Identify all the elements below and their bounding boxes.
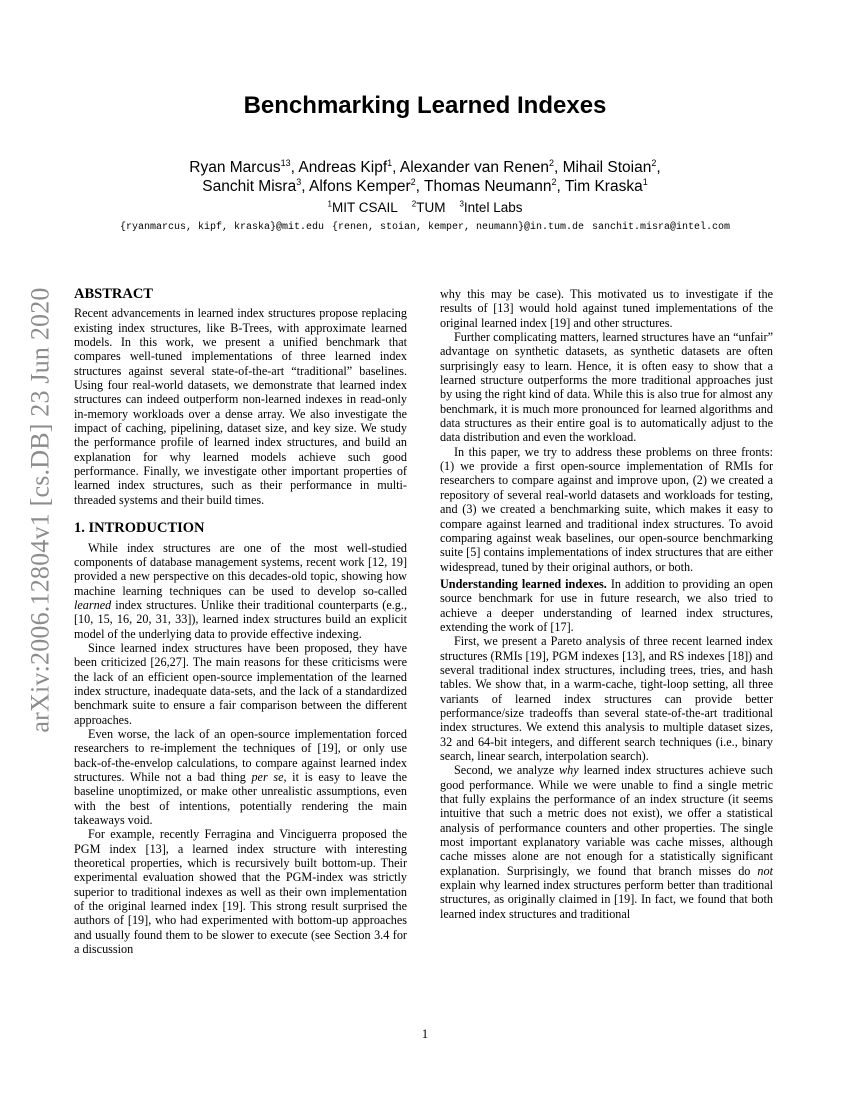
- text-run: index structures. Unlike their traditional counterparts (e.g., [10, 15, 16, 20, 31, 33]), learned index structures build an explicit model of the underlying data to provide effective indexing.: [74, 597, 407, 641]
- body-paragraph: Further complicating matters, learned structures have an “unfair” advantage on synthetic datasets, as synthetic datasets are often surprisingly easy to learn. Hence, it is often easy to show that a learned structure outperforms the more traditional approaches just by using the right kind of data. While this is also true for almost any benchmark, it is much more pronounced for learned algorithms and data structures as their entire goal is to automatically adjust to the data distribution and even the workload.: [440, 330, 773, 445]
- author-affiliation-mark: 2: [410, 176, 416, 187]
- affiliation-mark: 3: [459, 199, 464, 209]
- intro-paragraph: [74, 541, 407, 641]
- paper-title: Benchmarking Learned Indexes: [243, 92, 607, 119]
- affiliations: [0, 200, 850, 215]
- text-run: , it is easy to leave the baseline unoptimized, or make other unrealistic assumptions, even with the best of intentions, potentially rendering the main takeaways void.: [74, 770, 408, 828]
- email: {renen, stoian, kemper, neumann}@in.tum.de: [331, 222, 585, 233]
- author-affiliation-mark: 1: [642, 176, 648, 187]
- email: sanchit.misra@intel.com: [592, 222, 731, 233]
- author-name: Alfons Kemper: [308, 178, 411, 195]
- abstract-heading: ABSTRACT: [74, 286, 153, 302]
- arxiv-id: arXiv:2006.12804v1 [cs.DB] 23 Jun 2020: [26, 287, 56, 733]
- author-affiliation-mark: 3: [296, 176, 302, 187]
- author-affiliation-mark: 2: [548, 157, 554, 168]
- author-name: Mihail Stoian: [562, 159, 652, 176]
- body-paragraph: First, we present a Pareto analysis of three recent learned index structures (RMIs [19], PGM indexes [13], and RS indexes [18]) and several traditional index structures, including trees, tries, and hash tables. We show that, in a warm-cache, tight-loop setting, all three variants of learned index structures can provide better performance/size tradeoffs than several state-of-the-art traditional index structures. We extend this analysis to multiple dataset sizes, 32 and 64-bit integers, and different search techniques (i.e., binary search, linear search, interpolation search).: [440, 634, 773, 763]
- page-number: 1: [421, 1027, 429, 1041]
- left-column: [74, 287, 407, 956]
- arxiv-sidebar-stamp: [17, 275, 65, 745]
- author-affiliation-mark: 2: [551, 176, 557, 187]
- author-name: Tim Kraska: [564, 178, 643, 195]
- intro-paragraph: Since learned index structures have been proposed, they have been criticized [26,27]. The main reasons for these criticisms were the lack of an efficient open-source implementation of the learned index structure, inadequate data-sets, and the lack of a standardized benchmark suite to ensure a fair comparison between the different approaches.: [74, 640, 407, 727]
- author-line-2: Sanchit Misra$^3$, Alfons Kemper$^2$, Thomas Neumann$^2$, Tim Kraska$^1$: [202, 176, 648, 195]
- author-name: Alexander van Renen: [399, 159, 549, 176]
- text-run: In addition to providing an open source benchmark for use in future research, we also tried to achieve a deeper understanding of learned index structures, extending the work of [17].: [440, 576, 773, 634]
- body-paragraph: why this may be case). This motivated us to investigate if the results of [13] would hold against tuned implementations of the original learned index [19] and other structures.: [440, 287, 773, 330]
- author-affiliation-mark: 13: [280, 157, 291, 168]
- right-column: [440, 287, 773, 921]
- text-run: learned index structures achieve such good performance. While we were unable to find a single metric that fully explains the performance of an index structure (it seems intuitive that such a metric does not exist), we offer a statistical analysis of performance counters and other properties. The single most important explanatory variable was cache misses, although cache misses alone are not enough for a statistically significant explanation. Surprisingly, we found that branch misses do: [440, 763, 773, 878]
- author-name: Sanchit Misra: [202, 178, 297, 195]
- author-name: Andreas Kipf: [298, 159, 388, 176]
- emphasis-text: not: [757, 863, 773, 878]
- text-run: explain why learned index structures perform better than traditional structures, as originally claimed in [19]. In fact, we found that both learned index structures and traditional: [440, 878, 773, 921]
- affiliation-mark: 2: [411, 199, 417, 209]
- intro-paragraph: For example, recently Ferragina and Vinciguerra proposed the PGM index [13], a learned index structure with interesting theoretical properties, which is recursively built bottom-up. Their experimental evaluation showed that the PGM-index was strictly superior to traditional indexes as well as their own implementation of the original learned index [19]. This strong result surprised the authors of [19], who had experimented with bottom-up approaches and usually found them to be slower to execute (see Section 3.4 for a discussion: [74, 827, 407, 957]
- author-affiliation-mark: 1: [387, 157, 393, 168]
- author-affiliation-mark: 2: [651, 157, 657, 168]
- text-run: Even worse, the lack of an open-source implementation forced researchers to re-implement the techniques of [19], or only use back-of-the-envelop calculations, to compare against learned index structures. While not a bad thing: [74, 726, 407, 784]
- text-run: While index structures are one of the most well-studied components of database management systems, recent work [12, 19] provided a new perspective on this decades-old topic, showing how machine learning techniques can be used to develop so-called: [74, 540, 407, 598]
- runin-heading: Understanding learned indexes.: [440, 576, 607, 591]
- emphasis-text: why: [559, 763, 579, 778]
- email-line: [0, 222, 850, 233]
- emphasis-text: learned: [74, 597, 112, 612]
- intro-paragraph: [74, 727, 407, 827]
- affiliation-name: TUM: [416, 200, 446, 215]
- author-block: [0, 158, 850, 196]
- text-run: Second, we analyze: [454, 763, 560, 778]
- author-line-1: Ryan Marcus$^{13}$, Andreas Kipf$^1$, Alexander van Renen$^2$, Mihail Stoian$^2$,: [189, 157, 661, 176]
- body-paragraph: In this paper, we try to address these problems on three fronts: (1) we provide a first open-source implementation of RMIs for researchers to compare against and improve upon, (2) we created a repository of several real-world datasets and workloads for testing, and (3) we created a benchmarking suite, which makes it easy to compare against learned and traditional index structures. To avoid comparing against weak baselines, our open-source benchmarking suite [5] contains implementations of index structures that are either widespread, tuned by their original authors, or both.: [440, 444, 773, 574]
- author-name: Thomas Neumann: [424, 178, 552, 195]
- affiliation-mark: 1: [327, 199, 332, 209]
- body-paragraph: [440, 577, 773, 634]
- author-name: Ryan Marcus: [189, 159, 281, 176]
- emphasis-text: per se: [251, 770, 284, 784]
- body-paragraph: [440, 763, 773, 921]
- introduction-heading: 1. INTRODUCTION: [74, 520, 205, 537]
- affiliation-name: Intel Labs: [463, 200, 523, 215]
- email: {ryanmarcus, kipf, kraska}@mit.edu: [119, 222, 324, 233]
- affiliation-name: MIT CSAIL: [331, 200, 398, 215]
- abstract-text: Recent advancements in learned index structures propose replacing existing index structures, like B-Trees, with approximate learned models. In this work, we present a unified benchmark that compares well-tuned implementations of three learned index structures against several state-of-the-art “traditional” baselines. Using four real-world datasets, we demonstrate that learned index structures can indeed outperform non-learned indexes in read-only in-memory workloads over a dense array. We also investigate the impact of caching, pipelining, dataset size, and key size. We study the performance profile of learned index structures, and build an explanation for why learned models achieve such good performance. Finally, we investigate other important properties of learned index structures, such as their performance in multi-threaded systems and their build times.: [74, 306, 407, 507]
